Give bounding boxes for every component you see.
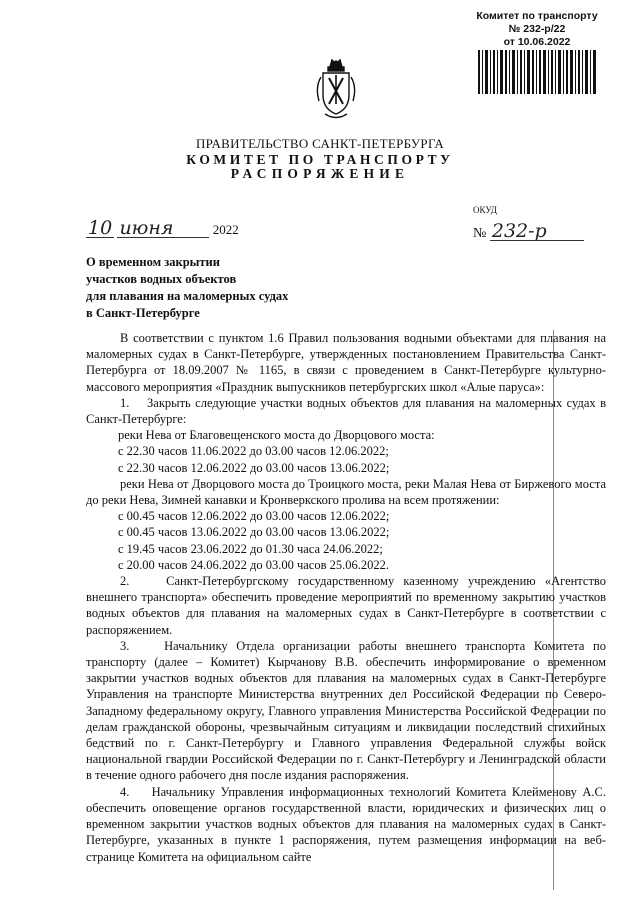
title-line: в Санкт-Петербурге xyxy=(86,306,200,320)
paragraph: 1. Закрыть следующие участки водных объектов для плавания на маломерных судах в Санкт-Петербурге: xyxy=(86,395,606,427)
number-value: 232-р xyxy=(490,223,584,241)
okud-label: ОКУД xyxy=(473,205,497,215)
government-name: ПРАВИТЕЛЬСТВО САНКТ-ПЕТЕРБУРГА xyxy=(195,136,445,151)
paragraph: 2. Санкт-Петербургскому государственному казенному учреждению «Агентство внешнего транспорта» обеспечить проведение мероприятий по временному закрытию участков водных объектов для плавания на маломерных судах в Санкт-Петербурге в соответствии с распоряжением. xyxy=(86,574,606,637)
document-date xyxy=(86,217,239,239)
date-year: 2022 xyxy=(212,222,239,237)
number-prefix: № xyxy=(473,226,487,241)
paragraph: 3. Начальнику Отдела организации работы внешнего транспорта Комитета по транспорту (далее – Комитет) Кырчанову В.В. обеспечить информирование о временном закрытии участков водных объектов для плавания на маломерных судах в Санкт-Петербурге Управления на транспорте Министерства внутренних дел Российской Федерации по Северо-Западному федеральному округу, Главного управления Министерства Российской Федерации по делам гражданской обороны, чрезвычайным ситуациям и ликвидации последствий стихийных бедствий по г. Санкт-Петербургу и Главного управления Федеральной службы войск национальной гвардии Российской Федерации по г. Санкт-Петербургу и Ленинградской области в течение одного рабочего дня после издания распоряжения. xyxy=(86,638,606,783)
paragraph: с 00.45 часов 12.06.2022 до 03.00 часов 12.06.2022; xyxy=(118,509,390,524)
document-number xyxy=(473,220,584,242)
paragraph: с 22.30 часов 11.06.2022 до 03.00 часов 12.06.2022; xyxy=(118,444,389,459)
document-title xyxy=(86,254,288,322)
registration-stamp xyxy=(462,10,612,49)
committee-name: КОМИТЕТ ПО ТРАНСПОРТУ xyxy=(186,152,454,167)
title-line: О временном закрытии xyxy=(86,255,220,269)
paragraph: 4. Начальнику Управления информационных технологий Комитета Клейменову А.С. обеспечить оповещение органов государственной власти, юридических и физических лиц о временном закрытии участков водных объектов для плавания на маломерных судах в Санкт-Петербурге, указанных в пункте 1 распоряжения, путем размещения информации на веб-странице Комитета на официальном сайте xyxy=(86,784,606,864)
paragraph: с 19.45 часов 23.06.2022 до 01.30 часа 24.06.2022; xyxy=(118,541,383,556)
date-day: 10 xyxy=(88,217,113,239)
paragraph: реки Нева от Дворцового моста до Троицкого моста, реки Малая Нева от Биржевого моста до реки Нева, Зимней канавки и Кронверкского пролива на всем протяжении: xyxy=(86,476,606,508)
paragraph: реки Нева от Благовещенского моста до Дворцового моста: xyxy=(118,428,435,443)
document-body xyxy=(86,330,606,865)
title-line: для плавания на маломерных судах xyxy=(86,289,289,303)
paragraph: В соответствии с пунктом 1.6 Правил пользования водными объектами для плавания на маломерных судах в Санкт-Петербурге, утвержденных постановлением Правительства Санкт-Петербурга от 18.09.2007 № 1165, в связи с проведением в Санкт-Петербурге культурно-массового мероприятия «Праздник выпускников петербургских школ «Алые паруса»: xyxy=(86,331,606,394)
paragraph: с 00.45 часов 13.06.2022 до 03.00 часов 13.06.2022; xyxy=(118,525,390,540)
barcode-icon xyxy=(478,50,596,94)
stamp-org: Комитет по транспорту xyxy=(476,10,598,22)
title-line: участков водных объектов xyxy=(86,272,237,286)
date-month: июня xyxy=(117,220,209,238)
paragraph: с 22.30 часов 12.06.2022 до 03.00 часов 13.06.2022; xyxy=(118,460,390,475)
document-type: РАСПОРЯЖЕНИЕ xyxy=(230,166,410,181)
stamp-date: от 10.06.2022 xyxy=(503,36,571,48)
coat-of-arms-icon xyxy=(313,57,359,123)
stamp-number: № 232-р/22 xyxy=(508,23,566,35)
paragraph: с 20.00 часов 24.06.2022 до 03.00 часов 25.06.2022. xyxy=(118,557,389,572)
